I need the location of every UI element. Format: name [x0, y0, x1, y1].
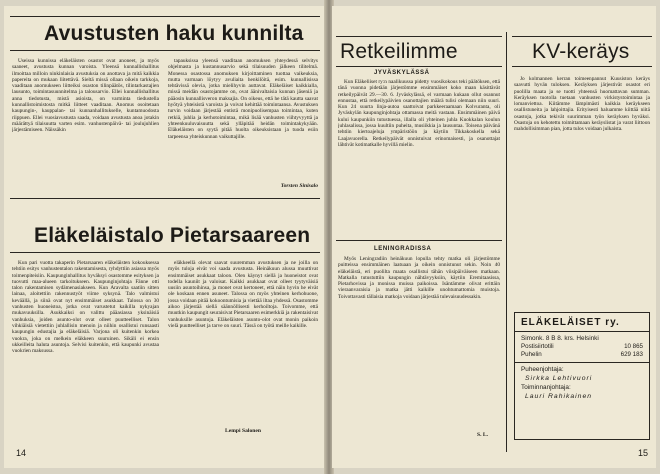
- article2-col2: [168, 260, 318, 420]
- page-number-left: 14: [16, 448, 27, 458]
- section-jyvaskyla-text: [338, 79, 500, 237]
- kv-top-rule: [512, 36, 652, 37]
- article1-col1: [12, 58, 159, 191]
- retkeilimme-underline: [336, 66, 502, 67]
- kv-paragraph: Jo kolmannen kerran toimeenpannut Kuusiston keräys saavutti hyvän tuloksen. Keräyksen järjestivät osastot eri puolilla maata ja se tuotti yhteensä huomattavan summan. Keräyksen tuotolla tuetaan vanhusten virkistystoimintaa ja lomanviettoa. Kiitämme lämpimästi kaikkia keräykseen osallistuneita ja lahjoittajia. Erityisesti haluamme kiittää niitä osastoja, jotka tekivät suurimman työn keräyksen hyväksi. Osastoja on kehotettu toimittamaan keräyslistat ja varat liittoon mahdollisimman pian, jotta tulos voidaan julkaista.: [514, 76, 650, 133]
- left-page: [4, 6, 326, 468]
- headline-kv-kerays: KV-keräys: [532, 40, 630, 63]
- kv-text: [514, 76, 650, 256]
- article2-col2-text: eläkkeellä olevat saavat suuremman avustuksen ja ne joilla on myös tuloja eivät voi saada avustusta. Heinäkuun alussa muuttivat ensimmäiset asukkaat taloon. Olen käynyt siellä ja huoneistot ovat todella kauniit ja valoisat. Kaikki asukkaat ovat olleet tyytyväisiä uusiin asuntoihinsa, ja monet ovat kertoneet, että näin hyvin he eivät ole koskaan ennen asuneet. Talossa on myös yhteinen kerhohuone, jossa voidaan pitää kokoontumisia ja viettää iltaa yhdessä. Osastomme aikoo järjestää siellä säännöllisesti kerhoiltoja. Toivomme, että muutkin kaupungit seuraisivat Pietarsaaren esimerkkiä ja rakentaisivat vanhuksille asuntoja. Eläkeläisten asunto-olot ovat monin paikoin vielä puutteelliset ja tarve on suuri. Tässä on työtä meille kaikille.: [168, 260, 318, 329]
- article1-col2: [168, 58, 318, 181]
- right-page: [332, 6, 656, 468]
- article2-col1-text: Kun pari vuotta takaperin Pietarsaaren eläkeläisten kokouksessa tehtiin esitys vanhustentalon rakentamisesta, ryhdyttiin asiassa myös toimenpiteisiin. Kaupunginhallitus hyväksyi osastomme esityksen ja tuovutti maa-alueen tarkoitukseen. Kaupunginjohtaja Fänne otti talon rakentamisen sydämenasiakseen. Kun Aravalta saatiin sitten lainaa, aloitettiin rakennustyöt viime syksynä. Talo valmistui keväällä, ja siinä ovat nyt ensimmäiset asukkaat. Talossa on 30 vanhusten huoneistoa, jotka ovat varustetut kaikilla nykyajan mukavuuksilla. Asukkaiksi on valittu pääasiassa yksinäisiä vanhuksia, joiden asunto-olot ovat olleet puutteelliset. Talon vihkiäisiä vietettiin juhlallisin menoin ja niihin osallistui runsaasti kaupungin edustajia ja eläkeläisiä. Varjona oli kuitenkin korkea vuokra, joka on melkein eläkkeen suuruinen. Sikäli ei ensin ukkeilleita haluta asuntoja. Selvisi kuitenkin, että kaupunki avustaa vuokrien maksussa.: [12, 260, 159, 355]
- chair-name: Sirkka Lehtivuori: [525, 374, 593, 382]
- section-leningrad-paragraph: Myös Leningradiin heinäkuun lopulla tehty matka oli järjestömme puitteissa ensimmäinen laatuaan ja oikein onnistunut sekin. Noin 40 eläkeläistä, eri puolilta maata osallistui tähän viisipäiväiseen matkaan. Matkalla tutustuttiin kaupungin nähtävyyksiin, käytiin Eremitaasissa, Pietarhovissa ja monissa muissa paikoissa. Isäntämme olivat erittäin vieraanvaraisia ja matka jätti kaikille unohtumattomia muistoja. Toivottavasti tällaisia matkoja voidaan järjestää tulevaisuudessakin.: [338, 256, 500, 300]
- section-jyvaskyla-paragraph: Kun Eläkeliiset ry:n naalikuussa pidetty vuosikokous teki päätöksen, että tänä vuonna pidetään järjestömme ensimmäiset koko maan käsittävät retkeilypäivät 29.—30. 6. Jyväskylässä, el varmaan kukaan ollut osannut ennustaa, että retkeilypäivien osanottajien määrä tulisi olemaan niin suuri. Kun 24 suurta linja-autoa saattoivat parkkeeraamaan Kolvuranta, oli Jyväskylän kaupunginjohtaja ottamassa meitä vastaan. Ensimmäinen päivä kului kaupunkiin tutustuessa, illalla oli yhteinen juhla Kuokkalan koulun juhlasalissa, jossa kuultiin puheita, musiikkia ja lausuntaa. Toisena päivänä tehtiin kiertoajeluja ympäristöön ja käytiin Tikkakoskella sekä Laajavuorella. Retkeilypäivät onnistuivat erinomaisesti, ja osanottajat lähtivät kotimatkalle hyvillä mielin.: [338, 79, 500, 148]
- section-leningrad-title: LENINGRADISSA: [374, 246, 432, 252]
- column-divider: [506, 32, 507, 452]
- retkeilimme-top-rule: [336, 36, 502, 37]
- contact-address: Simonk. 8 B 8. krs. Helsinki: [521, 335, 599, 342]
- manager-name: Lauri Rahikainen: [525, 392, 593, 400]
- leningrad-signature: S. L.: [476, 432, 488, 438]
- contact-phone: [515, 351, 649, 362]
- section-leningrad-text: [338, 256, 500, 430]
- phone-label: Puhelin: [521, 351, 542, 359]
- postal-value: 10 865: [624, 343, 643, 350]
- article2-col1: [12, 260, 159, 438]
- manager-label: Toiminnanjohtaja:: [521, 383, 571, 391]
- headline-pietarsaari: Eläkeläistalo Pietarsaareen: [34, 224, 311, 247]
- contact-box-title: ELÄKELÄISET ry.: [515, 313, 649, 332]
- headline-underline: [10, 50, 320, 51]
- contact-box: [514, 312, 650, 440]
- article1-col2-text: tapauksissa yleensä vaaditaan anomuksen yhteydessä selvitys ohjelmasta ja kustannusarvio sekä tilaisuuden jälkeen tilitelmä. Monessa osastossa anomuksen kirjoittaminen tuottaa vaikeuksia, mutta varmaan löytyy avuliaita henkilöitä, esim. kunnallisissa tehtävissä olevia, jotka mielihyvin auttavat. Eläkeläiset kaikkialla, missä meidän osastojamme on, ovat äänivaltaisia kunnan jäseniä ja pääosin kunnallisveron maksajia. On oikeus, että he tätä kautta saavat hyötyä yhteisistä varoista ja voivat kehittää toimintaansa. Avustuksen turvin voidaan järjestää entistä monipuolisempaa toimintaa, kuten retkiä, juhlia ja kerhotoimintaa, mikä lisää vanhusten viihtyvyyttä ja yhteenkuuluvaisuutta sekä ylläpitää heidän toimintakykyään. Eläkeläisten on syytä pitää huolta oikeuksistaan ja tuoda esiin tarpeensa yhteiskunnan vaikuttajille.: [168, 58, 318, 140]
- section-divider: [336, 240, 502, 241]
- section-rule: [10, 198, 320, 199]
- top-rule: [10, 16, 320, 17]
- headline2-underline: [10, 252, 320, 253]
- chair-label: Puheenjohtaja:: [521, 365, 564, 373]
- article2-signature: Lempi Salonen: [225, 428, 261, 434]
- article1-signature: Torsten Sinisalo: [280, 183, 318, 189]
- headline-retkeilimme: Retkeilimme: [340, 40, 458, 63]
- contact-postal: [515, 343, 649, 351]
- postal-label: Postisiirtotili: [521, 343, 554, 350]
- page-number-right: 15: [637, 448, 648, 458]
- article1-col1-text: Useissa kunnissa eläkeläisten osastot ovat anoneet, ja myös saaneet, avustusta kunnan varoista. Yleensä kunnallishallitus ilmoittaa milloin ninkinlaisia avustuksia on anottava ja mitä kaikkia papereita on mukaan liitettävä. Sieltä missä ollaan oikein tarkkoja, vaaditaan anomukseen liitteiksi osaston tilinpäätös, tilintarkastajien lausunto, toimintasuunnitelma ja talousarvio. Ellei kunnallishallitus anna tiedotusta, mistä asioista, on varminta tiedustella kunnallistoimistosta mitkä liitteet vaaditaan. Anomus osoitetaan kaupungin-, kauppalan- tai kunnanhallitukselle, kuntamuodosta riippuen. Ellei vuosiavustusta saada, voidaan avustusta anoa jotakin määrättyä tilaisuutta varten esim. vanhustenpäivä- tai joulujuhlien järjestämiseen. Näissäkin: [12, 58, 159, 134]
- headline-avustusten: Avustusten haku kunnilta: [44, 22, 304, 45]
- phone-value: 629 183: [620, 351, 643, 359]
- kv-underline: [512, 66, 652, 67]
- section-jyvaskyla-title: JYVÄSKYLÄSSÄ: [374, 70, 430, 76]
